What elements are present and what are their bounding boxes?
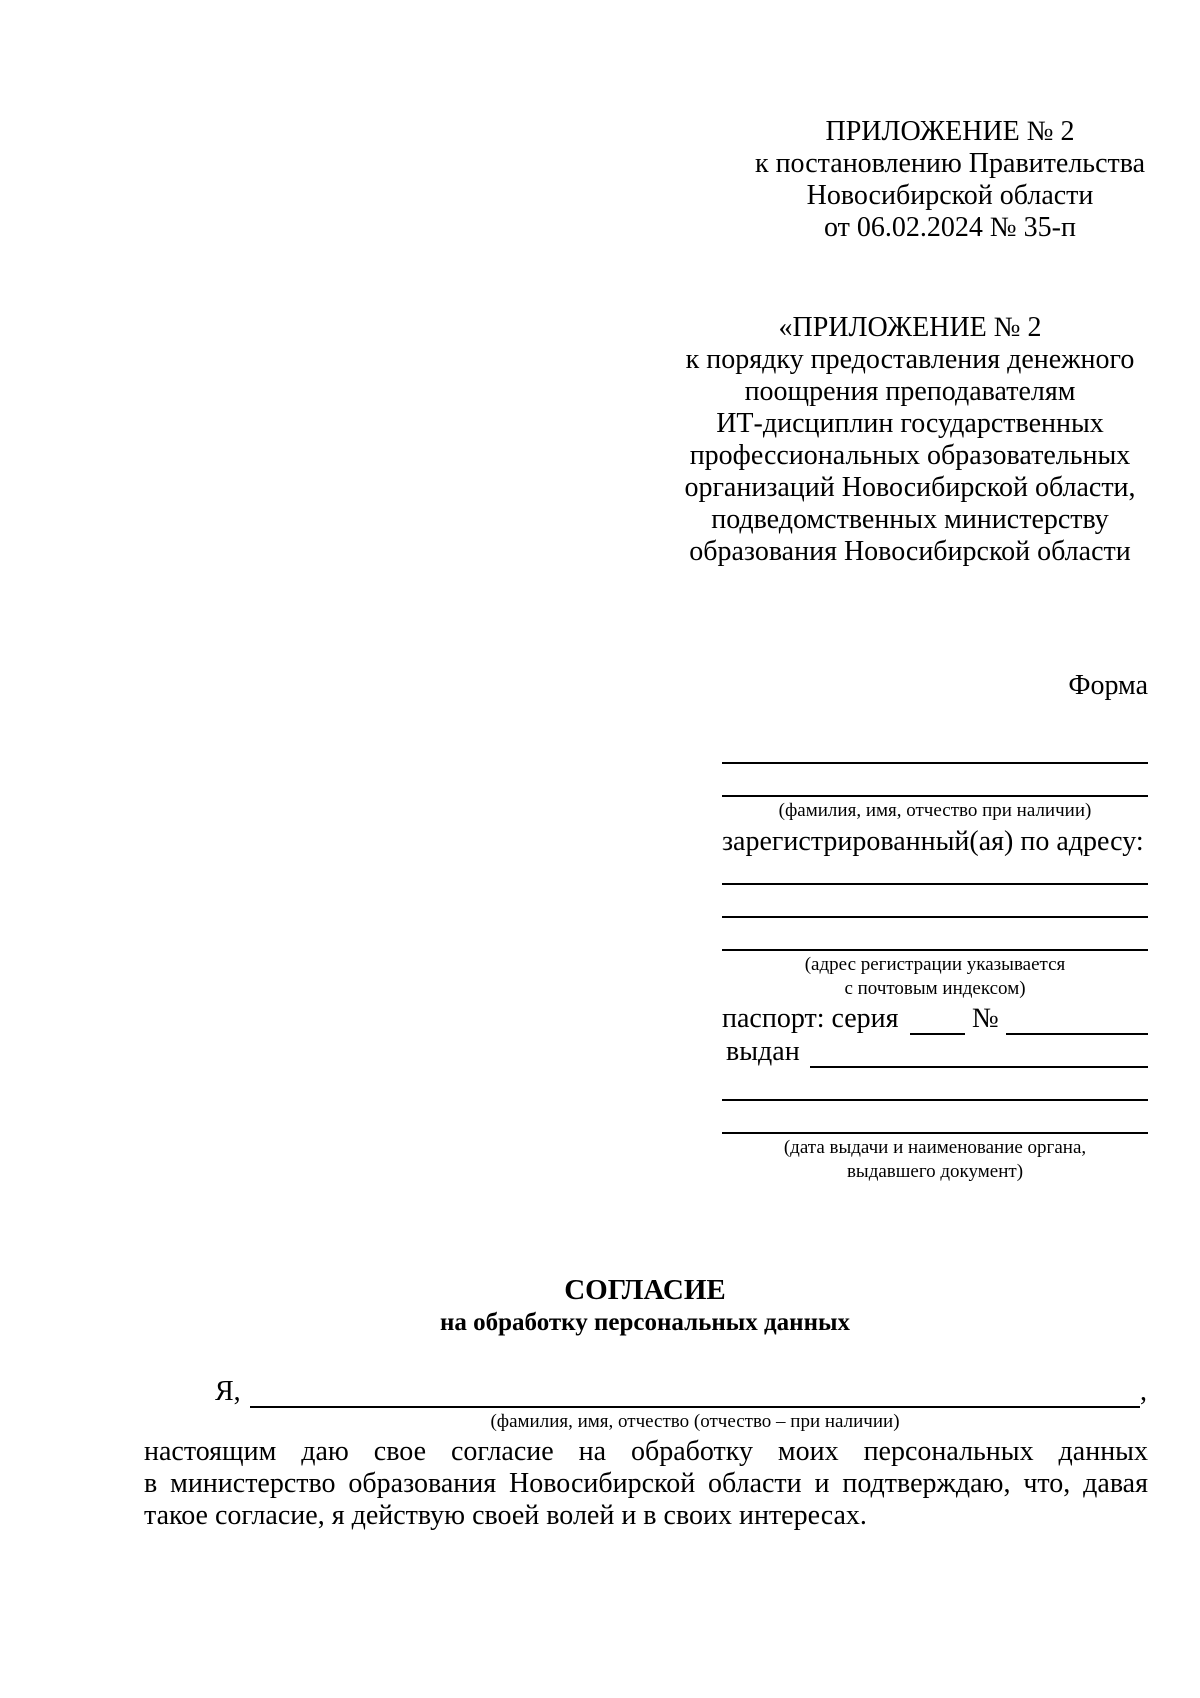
issued-label: выдан xyxy=(726,1036,800,1067)
passport-number-blank[interactable] xyxy=(1006,1033,1148,1035)
address-caption-line-2: с почтовым индексом) xyxy=(844,978,1026,999)
issued-blank-line-1[interactable] xyxy=(810,1066,1148,1068)
consent-body xyxy=(144,1436,1148,1532)
approval-block-procedure xyxy=(640,312,1180,568)
approval-line: к порядку предоставления денежного xyxy=(685,344,1135,375)
address-blank-line-1[interactable] xyxy=(722,883,1148,885)
approval-line: ИТ-дисциплин государственных xyxy=(716,408,1104,439)
passport-series-blank[interactable] xyxy=(910,1033,965,1035)
approval-line: поощрения преподавателям xyxy=(744,376,1076,407)
address-blank-line-2[interactable] xyxy=(722,916,1148,918)
approval-line: профессиональных образовательных xyxy=(689,440,1131,471)
name-caption: (фамилия, имя, отчество при наличии) xyxy=(778,800,1092,821)
consent-i-label: Я, xyxy=(215,1376,241,1407)
issued-blank-line-2[interactable] xyxy=(722,1099,1148,1101)
approval-heading: ПРИЛОЖЕНИЕ № 2 xyxy=(825,116,1075,147)
approval-date-number: от 06.02.2024 № 35-п xyxy=(824,212,1076,243)
approval-block-resolution xyxy=(720,116,1180,244)
consent-trailing-comma: , xyxy=(1140,1376,1147,1407)
approval-line: к постановлению Правительства xyxy=(754,148,1146,179)
approval-line: Новосибирской области xyxy=(806,180,1094,211)
consent-title: СОГЛАСИЕ xyxy=(564,1274,726,1306)
passport-number-label: № xyxy=(972,1003,999,1034)
approval-line: образования Новосибирской области xyxy=(689,536,1131,567)
consent-body-line: в министерство образования Новосибирской области и подтверждаю, что, давая xyxy=(144,1468,1148,1499)
consent-body-line: настоящим даю свое согласие на обработку моих персональных данных xyxy=(144,1436,1148,1467)
consent-subtitle: на обработку персональных данных xyxy=(440,1309,850,1336)
approval-line: подведомственных министерству xyxy=(711,504,1109,535)
approval-heading: «ПРИЛОЖЕНИЕ № 2 xyxy=(778,312,1042,343)
consent-name-blank[interactable] xyxy=(250,1406,1140,1408)
consent-body-line: такое согласие, я действую своей волей и в своих интересах. xyxy=(144,1500,867,1531)
form-label: Форма xyxy=(1068,670,1148,701)
issue-caption-line-1: (дата выдачи и наименование органа, xyxy=(783,1137,1087,1158)
issued-blank-line-3[interactable] xyxy=(722,1132,1148,1134)
name-blank-line-1[interactable] xyxy=(722,762,1148,764)
consent-name-caption: (фамилия, имя, отчество (отчество – при наличии) xyxy=(490,1411,900,1432)
approval-line: организаций Новосибирской области, xyxy=(684,472,1136,503)
address-caption-line-1: (адрес регистрации указывается xyxy=(804,954,1066,975)
name-blank-line-2[interactable] xyxy=(722,795,1148,797)
registered-address-label: зарегистрированный(ая) по адресу: xyxy=(722,826,1144,857)
issue-caption-line-2: выдавшего документ) xyxy=(846,1161,1024,1182)
address-blank-line-3[interactable] xyxy=(722,949,1148,951)
passport-series-label: паспорт: серия xyxy=(722,1003,899,1034)
